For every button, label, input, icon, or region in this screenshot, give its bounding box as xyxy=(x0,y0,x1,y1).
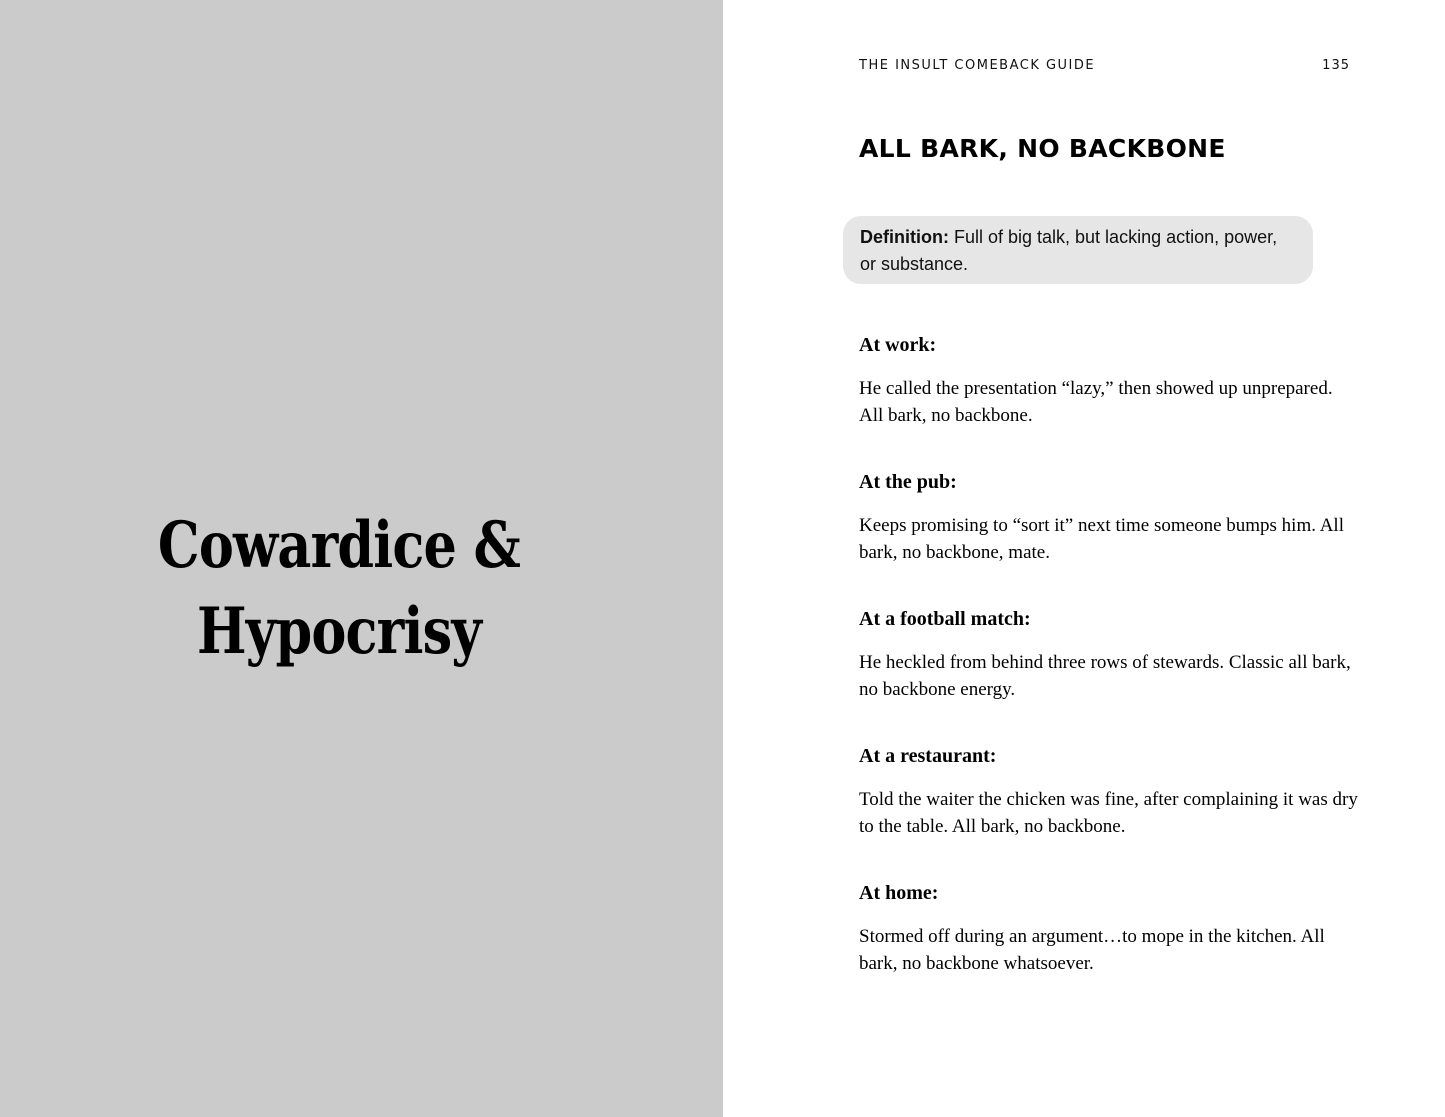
example-heading: At home: xyxy=(859,882,939,904)
example-at-home xyxy=(859,880,1359,984)
definition-label: Definition: xyxy=(860,227,949,247)
example-text: Stormed off during an argument…to mope in the kitchen. All bark, no backbone whatsoever. xyxy=(859,926,1325,974)
entry-title: ALL BARK, NO BACKBONE xyxy=(859,134,1226,163)
example-heading: At a restaurant: xyxy=(859,745,997,767)
example-at-a-football-match xyxy=(859,606,1359,710)
running-head: THE INSULT COMEBACK GUIDE xyxy=(859,58,1096,73)
right-page xyxy=(723,0,1445,1117)
example-text: He called the presentation “lazy,” then showed up unprepared. All bark, no backbone. xyxy=(859,378,1333,426)
example-text: He heckled from behind three rows of stewards. Classic all bark, no backbone energy. xyxy=(859,652,1351,700)
example-text: Told the waiter the chicken was fine, after complaining it was dry to the table. All bark, no backbone. xyxy=(859,789,1358,837)
example-at-the-pub xyxy=(859,469,1359,573)
example-at-work xyxy=(859,332,1359,436)
examples-list xyxy=(859,332,1359,1017)
definition-box xyxy=(843,216,1313,284)
example-heading: At a football match: xyxy=(859,608,1031,630)
example-heading: At work: xyxy=(859,334,937,356)
definition-text: Full of big talk, but lacking action, power, or substance. xyxy=(860,227,1278,274)
chapter-title-line-2: Hypocrisy xyxy=(197,594,481,669)
chapter-title-line-1: Cowardice & xyxy=(157,508,521,583)
page-number: 135 xyxy=(1322,58,1350,73)
example-heading: At the pub: xyxy=(859,471,957,493)
example-at-a-restaurant xyxy=(859,743,1359,847)
chapter-title xyxy=(61,503,617,675)
example-text: Keeps promising to “sort it” next time someone bumps him. All bark, no backbone, mate. xyxy=(859,515,1344,563)
